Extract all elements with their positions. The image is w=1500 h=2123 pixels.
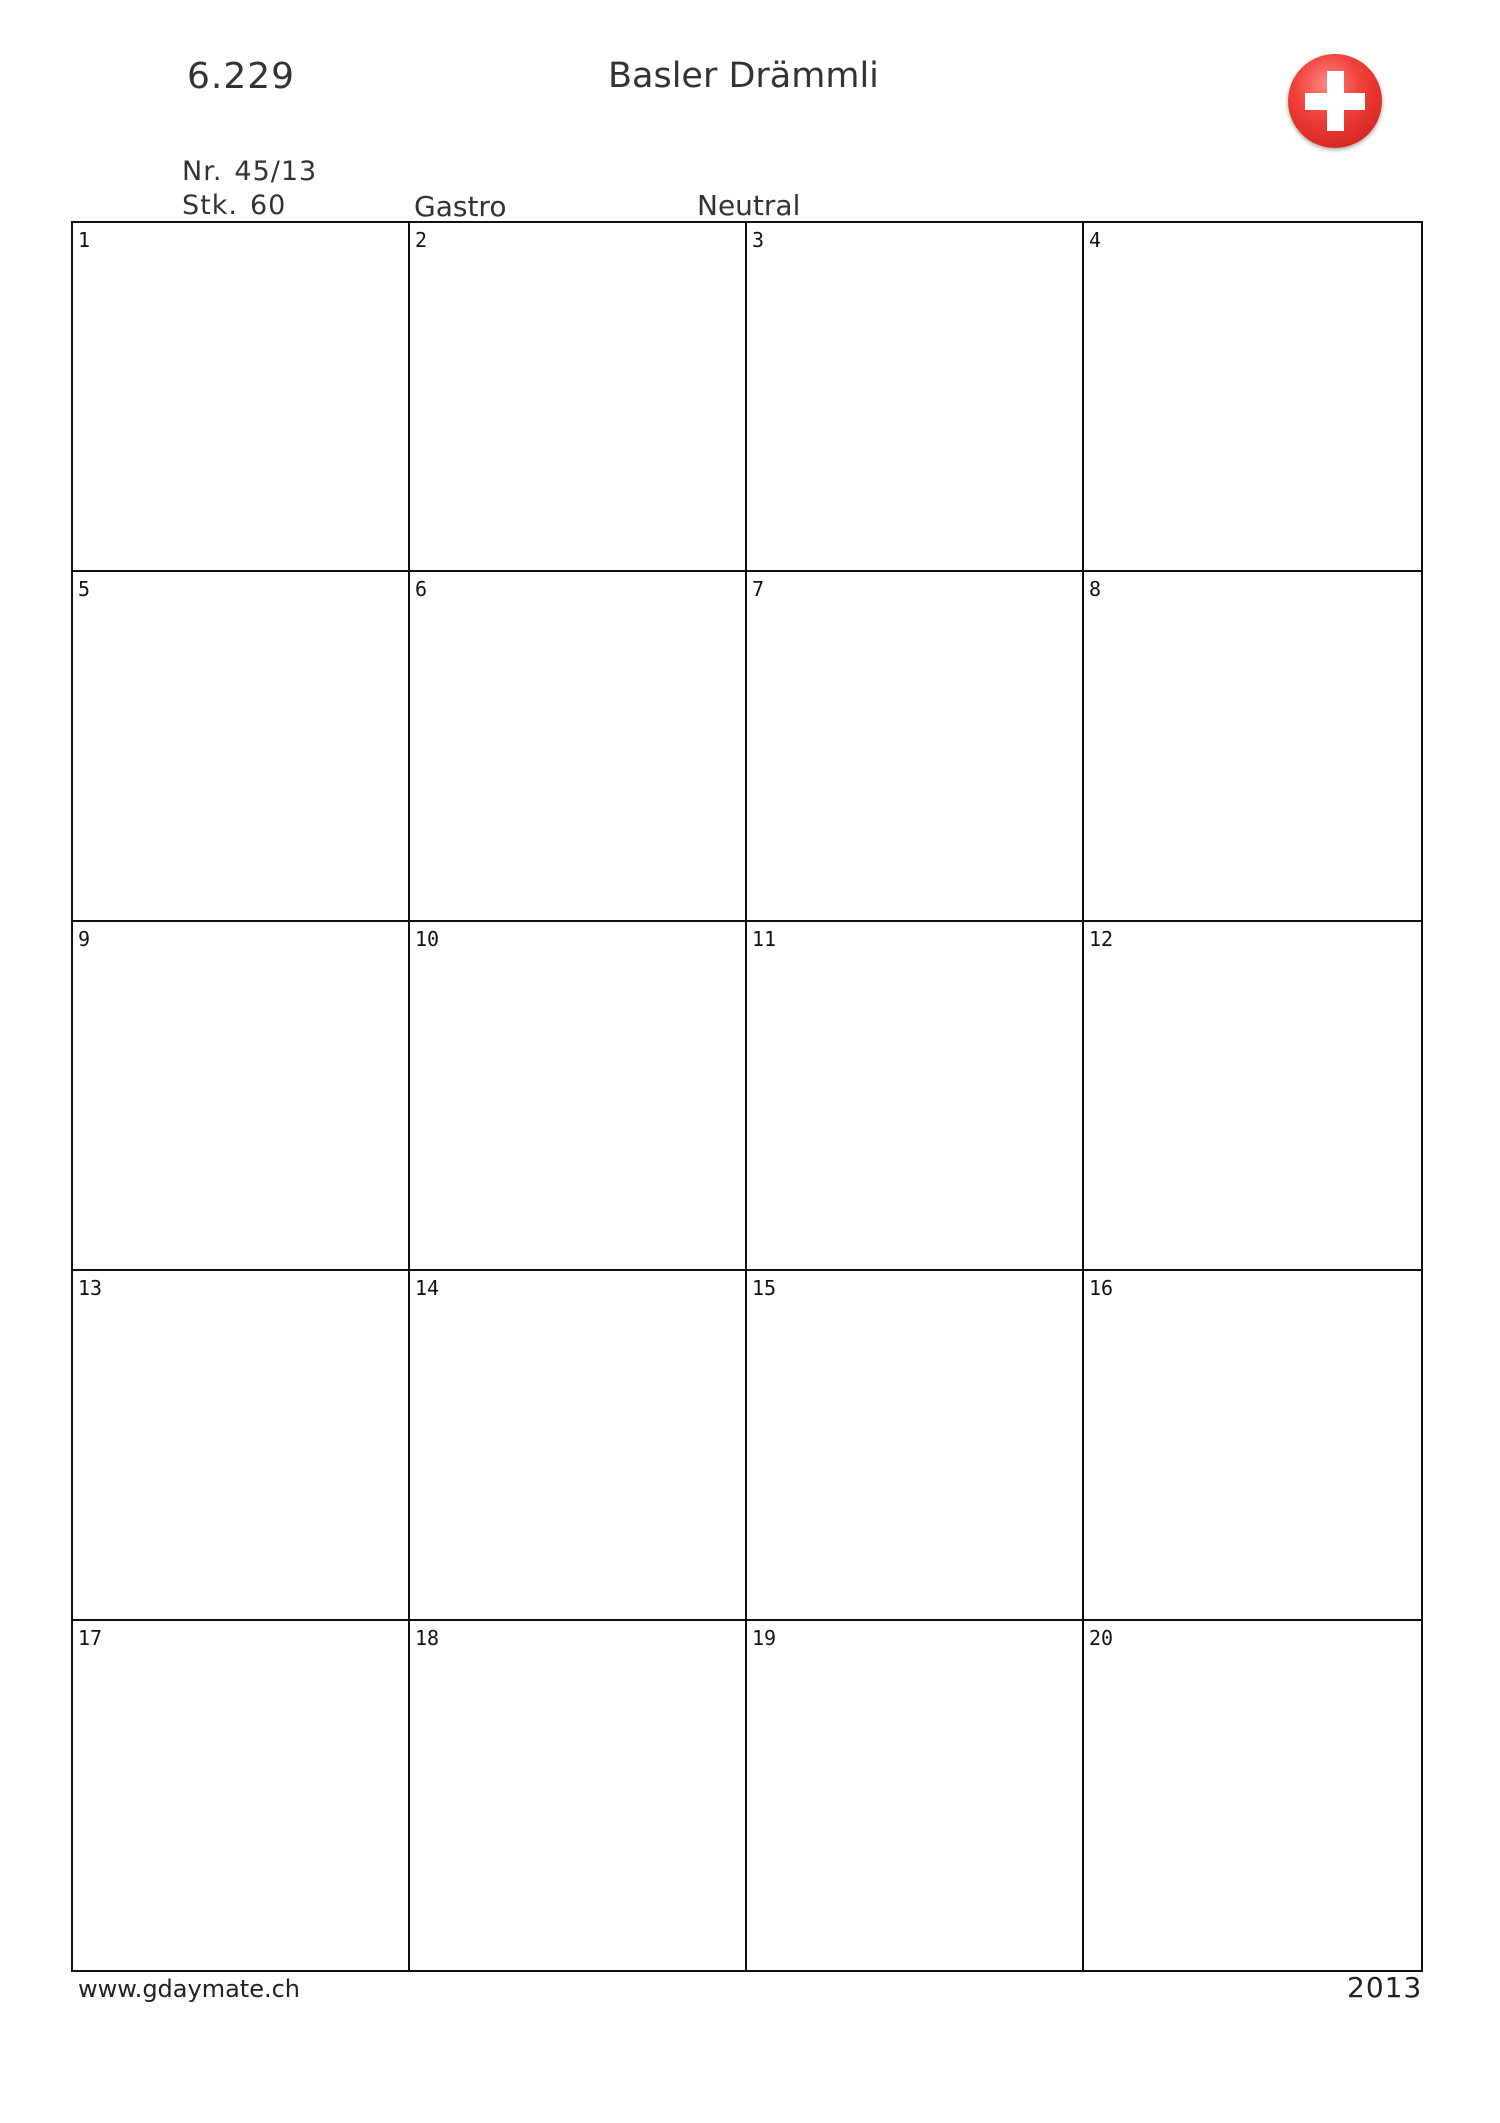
grid-cell xyxy=(1084,922,1421,1271)
grid-cell xyxy=(1084,1621,1421,1970)
cell-number: 1 xyxy=(78,228,91,252)
grid-cell xyxy=(73,223,410,572)
meta-nr-label: Nr. xyxy=(182,156,223,187)
cell-number: 20 xyxy=(1089,1625,1114,1650)
grid-cell xyxy=(410,922,747,1271)
meta-stk-label: Stk. xyxy=(182,190,238,221)
cell-number: 5 xyxy=(78,577,91,602)
cell-number: 8 xyxy=(1089,577,1102,602)
grid-cell xyxy=(410,223,747,572)
meta-nr xyxy=(182,156,317,187)
sheet-title: Basler Drämmli xyxy=(608,56,879,96)
cell-number: 4 xyxy=(1089,228,1102,252)
cell-number: 13 xyxy=(78,1276,103,1301)
cell-number: 14 xyxy=(415,1276,440,1301)
cell-number: 9 xyxy=(78,926,91,951)
grid-cell xyxy=(747,1621,1084,1970)
slot-grid xyxy=(71,221,1423,1972)
footer-url: www.gdaymate.ch xyxy=(78,1975,300,2003)
grid-cell xyxy=(747,223,1084,572)
cell-number: 19 xyxy=(752,1625,777,1650)
label-neutral: Neutral xyxy=(697,189,801,222)
cell-number: 10 xyxy=(415,926,440,951)
cell-number: 12 xyxy=(1089,926,1114,951)
cell-number: 3 xyxy=(752,228,765,252)
meta-stk xyxy=(182,190,286,221)
meta-stk-value: 60 xyxy=(249,190,287,221)
grid-cell xyxy=(747,572,1084,921)
cell-number: 2 xyxy=(415,228,428,252)
grid-cell xyxy=(410,572,747,921)
swiss-flag-icon xyxy=(1288,54,1382,148)
grid-cell xyxy=(410,1271,747,1620)
flag-cross-horizontal xyxy=(1305,93,1365,110)
grid-cell xyxy=(73,572,410,921)
cell-number: 7 xyxy=(752,577,765,602)
cell-number: 17 xyxy=(78,1625,103,1650)
catalog-number: 6.229 xyxy=(187,56,296,97)
cell-number: 16 xyxy=(1089,1276,1114,1301)
label-gastro: Gastro xyxy=(414,190,507,223)
cell-number: 18 xyxy=(415,1625,440,1650)
grid-cell xyxy=(73,1621,410,1970)
grid-cell xyxy=(747,922,1084,1271)
cell-number: 11 xyxy=(752,926,777,951)
meta-nr-value: 45/13 xyxy=(234,156,318,187)
grid-cell xyxy=(1084,223,1421,572)
grid-cell xyxy=(1084,572,1421,921)
grid-cell xyxy=(73,1271,410,1620)
grid-cell xyxy=(73,922,410,1271)
grid-cell xyxy=(1084,1271,1421,1620)
grid-cell xyxy=(747,1271,1084,1620)
cell-number: 15 xyxy=(752,1276,777,1301)
footer-year: 2013 xyxy=(1347,1971,1423,2004)
cell-number: 6 xyxy=(415,577,428,602)
grid-cell xyxy=(410,1621,747,1970)
